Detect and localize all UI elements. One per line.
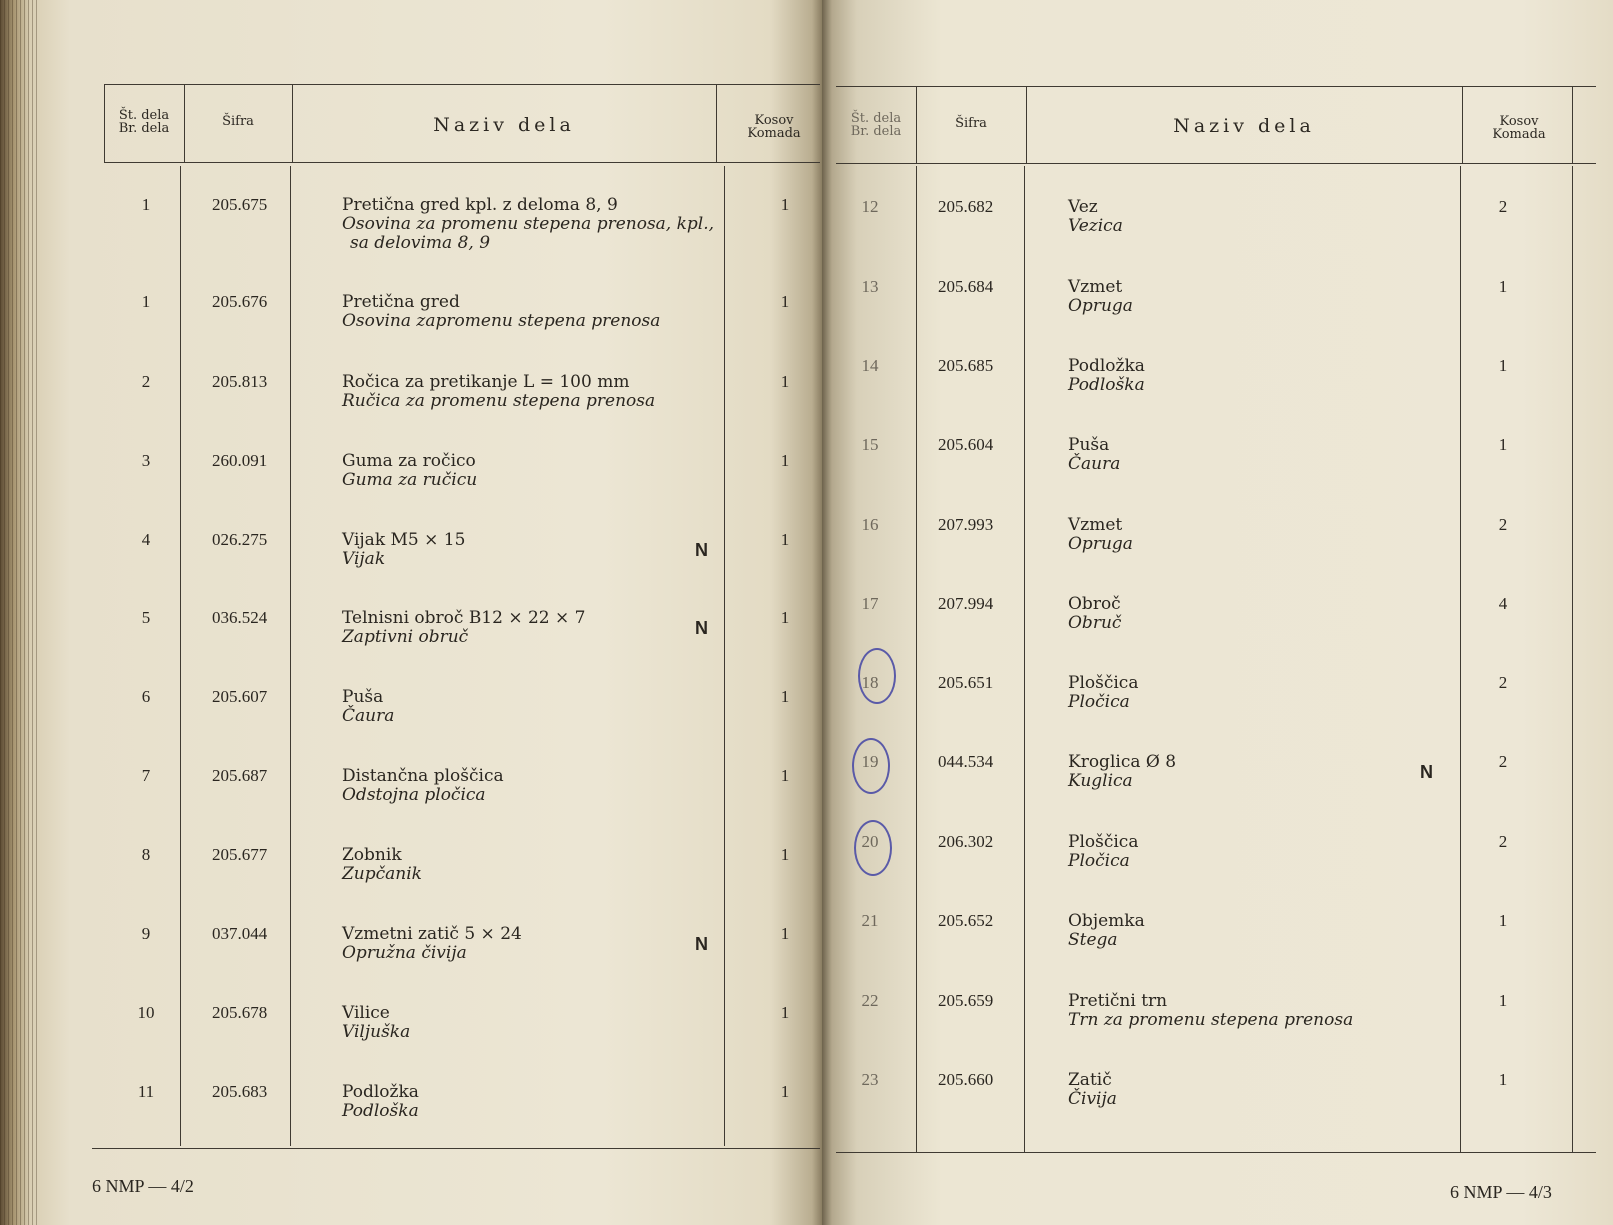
column-divider — [180, 166, 181, 1146]
part-name — [342, 1083, 419, 1121]
part-number: 12 — [861, 197, 879, 216]
part-name — [342, 688, 394, 726]
part-quantity: 1 — [780, 687, 790, 706]
part-name-slovene: Ročica za pretikanje L = 100 mm — [342, 372, 630, 392]
part-quantity: 1 — [780, 1003, 790, 1022]
part-name-slovene: Pretična gred kpl. z deloma 8, 9 — [342, 195, 618, 215]
part-quantity: 1 — [1498, 277, 1508, 296]
part-name-serbian: Podloška — [1068, 375, 1145, 395]
part-number: 20 — [861, 832, 879, 851]
part-code: 205.684 — [938, 277, 994, 296]
part-name-serbian-cont: sa delovima 8, 9 — [350, 233, 491, 253]
part-number: 13 — [861, 277, 879, 296]
part-name — [1068, 595, 1121, 633]
column-divider — [1460, 166, 1461, 1152]
part-number: 7 — [141, 766, 151, 785]
part-quantity: 2 — [1498, 673, 1508, 692]
part-code: 205.687 — [212, 766, 268, 785]
part-number: 4 — [141, 530, 151, 549]
part-quantity: 1 — [780, 924, 790, 943]
part-quantity: 1 — [780, 608, 790, 627]
header-code: Šifra — [222, 114, 254, 129]
part-name — [342, 373, 655, 411]
header-part-number-line1: Št. dela — [850, 111, 902, 126]
part-code: 026.275 — [212, 530, 268, 549]
part-number: 5 — [141, 608, 151, 627]
part-number: 15 — [861, 435, 879, 454]
part-name-slovene: Kroglica Ø 8 — [1068, 752, 1177, 772]
part-number: 1 — [141, 292, 151, 311]
part-name-serbian: Vezica — [1068, 216, 1123, 236]
part-name — [1068, 516, 1133, 554]
part-quantity: 2 — [1498, 515, 1508, 534]
part-name — [342, 846, 422, 884]
page-footer-left: 6 NMP — 4/2 — [92, 1176, 194, 1196]
page-edge-stack — [0, 0, 40, 1225]
part-name-slovene: Pretična gred — [342, 292, 460, 312]
part-number: 3 — [141, 451, 151, 470]
part-code: 205.676 — [212, 292, 268, 311]
part-name — [342, 767, 504, 805]
table-bottom-border — [836, 1152, 1596, 1153]
column-divider — [1024, 166, 1025, 1152]
part-quantity: 1 — [1498, 435, 1508, 454]
part-name-serbian: Ručica za promenu stepena prenosa — [342, 391, 656, 411]
part-number: 18 — [861, 673, 879, 692]
header-name: Naziv dela — [1173, 115, 1315, 137]
right-page — [822, 0, 1613, 1225]
standard-part-mark: N — [695, 540, 708, 560]
part-quantity: 1 — [780, 530, 790, 549]
part-code: 205.651 — [938, 673, 994, 692]
part-name — [342, 531, 465, 569]
part-code: 205.678 — [212, 1003, 268, 1022]
part-quantity: 2 — [1498, 832, 1508, 851]
part-name-slovene: Ploščica — [1068, 832, 1139, 852]
part-name-slovene: Distančna ploščica — [342, 766, 504, 786]
part-name-serbian: Čivija — [1068, 1089, 1117, 1109]
part-name — [342, 1004, 410, 1042]
part-code: 205.677 — [212, 845, 268, 864]
table-top-border — [836, 86, 1596, 87]
page-footer-right: 6 NMP — 4/3 — [1450, 1182, 1552, 1202]
part-name-serbian: Zaptivni obruč — [342, 627, 469, 647]
part-name-slovene: Vzmet — [1068, 277, 1123, 297]
header-quantity-line2: Komada — [747, 126, 801, 141]
part-quantity: 2 — [1498, 197, 1508, 216]
part-name-serbian: Odstojna pločica — [342, 785, 486, 805]
part-number: 14 — [861, 356, 879, 375]
part-name-serbian: Podloška — [342, 1101, 419, 1121]
part-name-serbian: Viljuška — [342, 1022, 411, 1042]
header-code: Šifra — [955, 116, 987, 131]
part-name — [1068, 436, 1120, 474]
part-code: 205.682 — [938, 197, 994, 216]
part-number: 8 — [141, 845, 151, 864]
part-name — [342, 609, 586, 647]
part-name-serbian: Stega — [1068, 930, 1118, 950]
part-code: 207.994 — [938, 594, 994, 613]
part-code: 037.044 — [212, 924, 268, 943]
part-number: 22 — [861, 991, 879, 1010]
header-part-number-line2: Br. dela — [118, 121, 170, 136]
part-quantity: 1 — [780, 845, 790, 864]
part-name-serbian: Osovina zapromenu stepena prenosa — [342, 311, 661, 331]
part-name — [342, 196, 714, 253]
column-divider — [1572, 166, 1573, 1152]
part-name-slovene: Vzmet — [1068, 515, 1123, 535]
part-name-slovene: Obroč — [1068, 594, 1121, 614]
part-name-serbian: Pločica — [1068, 851, 1130, 871]
part-name — [1068, 674, 1138, 712]
part-name-slovene: Zatič — [1068, 1070, 1112, 1090]
part-code: 205.813 — [212, 372, 268, 391]
part-quantity: 2 — [1498, 752, 1508, 771]
part-code: 207.993 — [938, 515, 994, 534]
part-quantity: 1 — [780, 195, 790, 214]
header-bottom-border — [104, 162, 820, 163]
standard-part-mark: N — [695, 934, 708, 954]
part-number: 17 — [861, 594, 879, 613]
part-quantity: 4 — [1498, 594, 1508, 613]
column-divider — [290, 166, 291, 1146]
part-name — [1068, 1071, 1117, 1109]
part-number: 11 — [137, 1082, 155, 1101]
header-quantity-line1: Kosov — [1499, 114, 1539, 129]
part-name-serbian: Kuglica — [1068, 771, 1133, 791]
part-code: 206.302 — [938, 832, 994, 851]
part-quantity: 1 — [780, 1082, 790, 1101]
part-name-slovene: Pretični trn — [1068, 991, 1168, 1011]
part-number: 19 — [861, 752, 879, 771]
column-divider — [916, 166, 917, 1152]
part-name-slovene: Puša — [342, 687, 384, 707]
part-number: 1 — [141, 195, 151, 214]
header-quantity — [724, 114, 822, 140]
part-name-serbian: Trn za promenu stepena prenosa — [1068, 1010, 1354, 1030]
part-code: 260.091 — [212, 451, 268, 470]
part-name-slovene: Ploščica — [1068, 673, 1139, 693]
part-name-serbian: Vijak — [342, 549, 386, 569]
part-name-slovene: Zobnik — [342, 845, 402, 865]
part-name — [342, 293, 660, 331]
part-name — [1068, 357, 1145, 395]
part-name-slovene: Guma za ročico — [342, 451, 476, 471]
part-name-slovene: Telnisni obroč B12 × 22 × 7 — [342, 608, 586, 628]
header-part-number — [836, 112, 916, 138]
part-name — [342, 452, 477, 490]
part-number: 21 — [861, 911, 879, 930]
header-part-number-line1: Št. dela — [118, 108, 170, 123]
part-code: 036.524 — [212, 608, 268, 627]
part-code: 205.607 — [212, 687, 268, 706]
standard-part-mark: N — [695, 618, 708, 638]
part-quantity: 1 — [780, 451, 790, 470]
standard-part-mark: N — [1420, 762, 1433, 782]
header-quantity-line1: Kosov — [754, 113, 794, 128]
part-name-slovene: Podložka — [342, 1082, 419, 1102]
header-divider — [716, 84, 717, 162]
part-code: 205.652 — [938, 911, 994, 930]
part-name — [1068, 753, 1176, 791]
part-name-serbian: Pločica — [1068, 692, 1130, 712]
part-number: 10 — [137, 1003, 155, 1022]
part-name-serbian: Opružna čivija — [342, 943, 467, 963]
part-name-slovene: Puša — [1068, 435, 1110, 455]
header-quantity-line2: Komada — [1492, 127, 1546, 142]
part-code: 044.534 — [938, 752, 994, 771]
part-code: 205.675 — [212, 195, 268, 214]
part-name-slovene: Vilice — [342, 1003, 390, 1023]
part-quantity: 1 — [1498, 991, 1508, 1010]
part-name — [1068, 198, 1123, 236]
table-top-border — [104, 84, 820, 85]
part-name-serbian: Guma za ručicu — [342, 470, 478, 490]
part-number: 6 — [141, 687, 151, 706]
header-name: Naziv dela — [433, 114, 575, 136]
header-bottom-border — [836, 163, 1596, 164]
part-code: 205.683 — [212, 1082, 268, 1101]
part-quantity: 1 — [780, 766, 790, 785]
column-divider — [724, 166, 725, 1146]
part-name — [1068, 833, 1138, 871]
part-code: 205.604 — [938, 435, 994, 454]
part-name — [1068, 992, 1353, 1030]
part-name-slovene: Vzmetni zatič 5 × 24 — [342, 924, 522, 944]
part-code: 205.685 — [938, 356, 994, 375]
part-name-slovene: Vez — [1068, 197, 1098, 217]
part-number: 2 — [141, 372, 151, 391]
part-number: 9 — [141, 924, 151, 943]
header-part-number-line2: Br. dela — [850, 124, 902, 139]
part-name — [342, 925, 522, 963]
part-name-slovene: Vijak M5 × 15 — [342, 530, 466, 550]
part-name-serbian: Opruga — [1068, 296, 1133, 316]
part-name — [1068, 912, 1145, 950]
part-name-serbian: Osovina za promenu stepena prenosa, kpl., — [342, 214, 715, 234]
part-number: 16 — [861, 515, 879, 534]
header-quantity — [1462, 115, 1576, 141]
part-quantity: 1 — [1498, 1070, 1508, 1089]
part-quantity: 1 — [780, 292, 790, 311]
part-quantity: 1 — [780, 372, 790, 391]
part-name-serbian: Opruga — [1068, 534, 1133, 554]
part-number: 23 — [861, 1070, 879, 1089]
header-part-number — [104, 109, 184, 135]
part-quantity: 1 — [1498, 911, 1508, 930]
part-code: 205.659 — [938, 991, 994, 1010]
part-code: 205.660 — [938, 1070, 994, 1089]
part-name-serbian: Zupčanik — [342, 864, 422, 884]
part-name — [1068, 278, 1133, 316]
part-name-serbian: Čaura — [342, 706, 395, 726]
table-bottom-border — [92, 1148, 820, 1149]
part-name-slovene: Podložka — [1068, 356, 1145, 376]
part-name-slovene: Objemka — [1068, 911, 1145, 931]
part-name-serbian: Čaura — [1068, 454, 1121, 474]
part-quantity: 1 — [1498, 356, 1508, 375]
part-name-serbian: Obruč — [1068, 613, 1122, 633]
